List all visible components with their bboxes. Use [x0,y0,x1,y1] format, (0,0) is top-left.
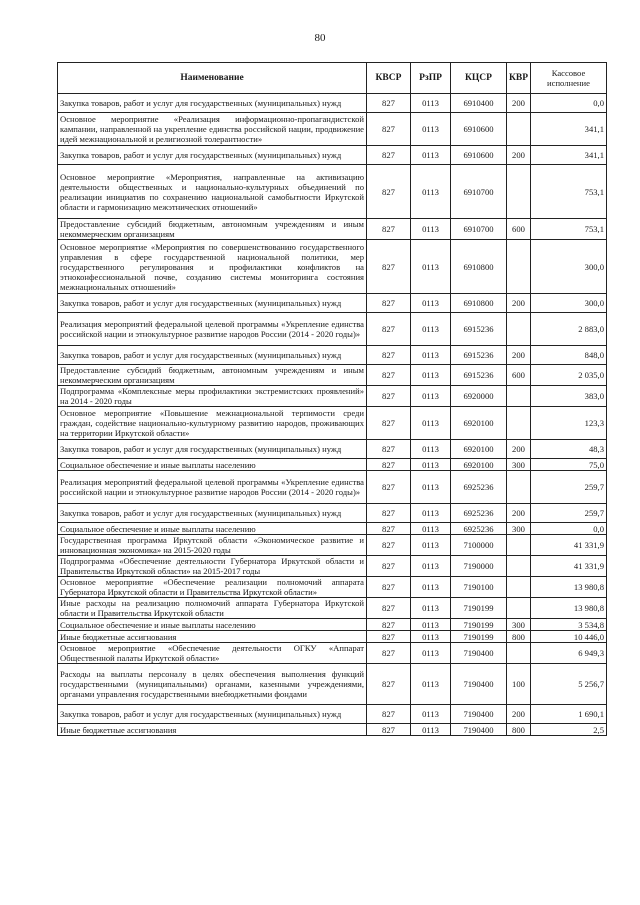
cell-name: Закупка товаров, работ и услуг для государственных (муниципальных) нужд [58,294,367,313]
cell-kvr [507,386,531,407]
cell-rzpr: 0113 [411,523,451,535]
table-row [58,724,607,736]
cell-kvsr: 827 [367,631,411,643]
cell-kvr [507,165,531,219]
header-kvr: КВР [507,63,531,94]
cell-kcsr: 6910600 [451,113,507,146]
cell-rzpr: 0113 [411,365,451,386]
cell-rzpr: 0113 [411,386,451,407]
cell-kvr: 100 [507,664,531,705]
cell-name: Закупка товаров, работ и услуг для государственных (муниципальных) нужд [58,146,367,165]
table-row [58,313,607,346]
cell-rzpr: 0113 [411,294,451,313]
header-name: Наименование [58,63,367,94]
cell-sum: 6 949,3 [531,643,607,664]
budget-table [57,62,607,736]
cell-kvsr: 827 [367,619,411,631]
cell-kvr [507,240,531,294]
cell-sum: 0,0 [531,523,607,535]
table-row [58,577,607,598]
cell-kcsr: 6910400 [451,94,507,113]
cell-sum: 2 883,0 [531,313,607,346]
cell-kvr: 200 [507,294,531,313]
cell-rzpr: 0113 [411,619,451,631]
cell-kvsr: 827 [367,471,411,504]
cell-kvsr: 827 [367,113,411,146]
cell-sum: 3 534,8 [531,619,607,631]
cell-name: Подпрограмма «Обеспечение деятельности Губернатора Иркутской области и Правительства Иркутской области» на 2015-2017 годы [58,556,367,577]
cell-rzpr: 0113 [411,643,451,664]
cell-sum: 300,0 [531,294,607,313]
cell-kvr: 300 [507,523,531,535]
cell-name: Социальное обеспечение и иные выплаты населению [58,619,367,631]
cell-kcsr: 7190400 [451,643,507,664]
cell-sum: 13 980,8 [531,577,607,598]
cell-rzpr: 0113 [411,556,451,577]
cell-name: Иные бюджетные ассигнования [58,724,367,736]
cell-name: Закупка товаров, работ и услуг для государственных (муниципальных) нужд [58,705,367,724]
cell-rzpr: 0113 [411,165,451,219]
cell-name: Основное мероприятие «Повышение межнациональной терпимости среди граждан, содействие национально-культурному развитию народов, проживающих на территории Иркутской области» [58,407,367,440]
cell-name: Социальное обеспечение и иные выплаты населению [58,459,367,471]
cell-sum: 2,5 [531,724,607,736]
cell-rzpr: 0113 [411,113,451,146]
cell-kcsr: 7190400 [451,664,507,705]
cell-kvsr: 827 [367,705,411,724]
cell-rzpr: 0113 [411,577,451,598]
cell-kcsr: 7190000 [451,556,507,577]
table-row [58,386,607,407]
cell-name: Реализация мероприятий федеральной целевой программы «Укрепление единства российской нации и этнокультурное развитие народов России (2014 - 2020 годы)» [58,471,367,504]
cell-sum: 41 331,9 [531,535,607,556]
cell-kcsr: 6910800 [451,294,507,313]
cell-kvr: 200 [507,504,531,523]
table-row [58,146,607,165]
header-sum: Кассовое исполнение [531,63,607,94]
cell-kcsr: 7190199 [451,598,507,619]
table-row [58,113,607,146]
cell-kcsr: 6910600 [451,146,507,165]
cell-name: Предоставление субсидий бюджетным, автономным учреждениям и иным некоммерческим организациям [58,365,367,386]
table-row [58,459,607,471]
cell-rzpr: 0113 [411,94,451,113]
cell-kcsr: 6915236 [451,365,507,386]
cell-kvsr: 827 [367,219,411,240]
cell-sum: 2 035,0 [531,365,607,386]
cell-kcsr: 6910800 [451,240,507,294]
cell-sum: 48,3 [531,440,607,459]
cell-sum: 300,0 [531,240,607,294]
header-kvsr: КВСР [367,63,411,94]
cell-kvsr: 827 [367,598,411,619]
cell-sum: 0,0 [531,94,607,113]
cell-sum: 848,0 [531,346,607,365]
cell-kvr [507,113,531,146]
cell-kvr: 200 [507,346,531,365]
cell-name: Социальное обеспечение и иные выплаты населению [58,523,367,535]
cell-kcsr: 6925236 [451,504,507,523]
cell-kvsr: 827 [367,165,411,219]
cell-name: Иные бюджетные ассигнования [58,631,367,643]
cell-kvsr: 827 [367,556,411,577]
cell-kvr: 200 [507,705,531,724]
cell-kvr [507,643,531,664]
cell-sum: 5 256,7 [531,664,607,705]
cell-name: Государственная программа Иркутской области «Экономическое развитие и инновационная экономика» на 2015-2020 годы [58,535,367,556]
table-body [58,94,607,736]
cell-rzpr: 0113 [411,219,451,240]
cell-kvsr: 827 [367,577,411,598]
cell-sum: 341,1 [531,146,607,165]
cell-kvr: 600 [507,219,531,240]
table-row [58,94,607,113]
cell-sum: 753,1 [531,219,607,240]
table-row [58,346,607,365]
cell-kcsr: 7190400 [451,705,507,724]
cell-rzpr: 0113 [411,598,451,619]
cell-sum: 1 690,1 [531,705,607,724]
cell-name: Основное мероприятие «Мероприятия по совершенствованию государственного управления в сфере государственной национальной политики, мер государственного регулирования и профилактики конфликтов на этноконфессиональной почве, созданию системы мониторинга состояния межнациональных отношений» [58,240,367,294]
cell-name: Закупка товаров, работ и услуг для государственных (муниципальных) нужд [58,504,367,523]
table-row [58,705,607,724]
cell-kvr: 600 [507,365,531,386]
cell-kvsr: 827 [367,294,411,313]
cell-kvr [507,577,531,598]
cell-sum: 383,0 [531,386,607,407]
cell-rzpr: 0113 [411,459,451,471]
cell-rzpr: 0113 [411,631,451,643]
cell-kvsr: 827 [367,313,411,346]
cell-name: Иные расходы на реализацию полномочий аппарата Губернатора Иркутской области и Правительства Иркутской области [58,598,367,619]
table-row [58,504,607,523]
cell-kvsr: 827 [367,386,411,407]
cell-name: Закупка товаров, работ и услуг для государственных (муниципальных) нужд [58,440,367,459]
table-row [58,294,607,313]
cell-rzpr: 0113 [411,724,451,736]
table-row [58,631,607,643]
cell-name: Подпрограмма «Комплексные меры профилактики экстремистских проявлений» на 2014 - 2020 годы [58,386,367,407]
cell-kvsr: 827 [367,440,411,459]
cell-sum: 341,1 [531,113,607,146]
cell-kvsr: 827 [367,94,411,113]
cell-kvr: 200 [507,146,531,165]
cell-kvr [507,598,531,619]
table-row [58,165,607,219]
cell-kcsr: 6915236 [451,313,507,346]
cell-name: Основное мероприятие «Мероприятия, направленные на активизацию деятельности общественных и национально-культурных объединений по реализации инициатив по сохранению национальной самобытности Иркутской области и гармонизацию межэтнических отношений» [58,165,367,219]
cell-rzpr: 0113 [411,440,451,459]
cell-name: Реализация мероприятий федеральной целевой программы «Укрепление единства российской нации и этнокультурное развитие народов России (2014 - 2020 годы)» [58,313,367,346]
cell-sum: 75,0 [531,459,607,471]
cell-kcsr: 7190199 [451,631,507,643]
table-row [58,365,607,386]
cell-rzpr: 0113 [411,346,451,365]
cell-kvsr: 827 [367,643,411,664]
cell-name: Основное мероприятие «Реализация информационно-пропагандистской кампании, направленной на укрепление единства российской нации, продвижение идей межнациональной и религиозной толерантности» [58,113,367,146]
cell-kvr: 300 [507,619,531,631]
cell-kcsr: 6925236 [451,523,507,535]
cell-kvsr: 827 [367,459,411,471]
table-row [58,471,607,504]
cell-kvsr: 827 [367,365,411,386]
cell-kvr [507,556,531,577]
table-row [58,556,607,577]
cell-kcsr: 6920100 [451,459,507,471]
cell-name: Основное мероприятие «Обеспечение деятельности ОГКУ «Аппарат Общественной палаты Иркутской области» [58,643,367,664]
cell-sum: 753,1 [531,165,607,219]
cell-name: Закупка товаров, работ и услуг для государственных (муниципальных) нужд [58,346,367,365]
cell-kvsr: 827 [367,535,411,556]
cell-kvsr: 827 [367,407,411,440]
cell-rzpr: 0113 [411,535,451,556]
cell-kcsr: 7190100 [451,577,507,598]
table-row [58,240,607,294]
cell-sum: 259,7 [531,471,607,504]
table-row [58,535,607,556]
table-row [58,664,607,705]
cell-kcsr: 6920000 [451,386,507,407]
cell-kvsr: 827 [367,240,411,294]
table-header-row [58,63,607,94]
table-row [58,407,607,440]
cell-rzpr: 0113 [411,664,451,705]
cell-name: Предоставление субсидий бюджетным, автономным учреждениям и иным некоммерческим организациям [58,219,367,240]
table-row [58,619,607,631]
cell-name: Закупка товаров, работ и услуг для государственных (муниципальных) нужд [58,94,367,113]
cell-kvsr: 827 [367,504,411,523]
cell-kcsr: 6915236 [451,346,507,365]
header-rzpr: РзПР [411,63,451,94]
cell-kvr: 800 [507,631,531,643]
cell-kcsr: 7190199 [451,619,507,631]
cell-sum: 13 980,8 [531,598,607,619]
cell-rzpr: 0113 [411,471,451,504]
table-row [58,643,607,664]
table-row [58,440,607,459]
cell-rzpr: 0113 [411,504,451,523]
cell-kvsr: 827 [367,724,411,736]
cell-kcsr: 6920100 [451,407,507,440]
cell-kvr: 300 [507,459,531,471]
cell-kvr: 200 [507,440,531,459]
page-number: 80 [314,32,326,44]
cell-kcsr: 6910700 [451,219,507,240]
cell-kvsr: 827 [367,523,411,535]
cell-rzpr: 0113 [411,407,451,440]
cell-kcsr: 6925236 [451,471,507,504]
cell-kvr [507,535,531,556]
cell-rzpr: 0113 [411,240,451,294]
table-row [58,219,607,240]
cell-kvsr: 827 [367,346,411,365]
table-row [58,598,607,619]
cell-kvr [507,313,531,346]
cell-kvr [507,471,531,504]
cell-kvr [507,407,531,440]
cell-kvsr: 827 [367,664,411,705]
header-kcsr: КЦСР [451,63,507,94]
cell-kcsr: 7100000 [451,535,507,556]
cell-kcsr: 6910700 [451,165,507,219]
cell-rzpr: 0113 [411,146,451,165]
cell-kvsr: 827 [367,146,411,165]
cell-kcsr: 7190400 [451,724,507,736]
cell-kvr: 800 [507,724,531,736]
cell-kcsr: 6920100 [451,440,507,459]
cell-name: Расходы на выплаты персоналу в целях обеспечения выполнения функций государственными (муниципальными) органами, казенными учреждениями, органами управления государственными внебюджетными фондами [58,664,367,705]
cell-sum: 259,7 [531,504,607,523]
cell-rzpr: 0113 [411,313,451,346]
table-row [58,523,607,535]
cell-sum: 41 331,9 [531,556,607,577]
cell-name: Основное мероприятие «Обеспечение реализации полномочий аппарата Губернатора Иркутской области и Правительства Иркутской области» [58,577,367,598]
cell-sum: 10 446,0 [531,631,607,643]
cell-rzpr: 0113 [411,705,451,724]
cell-sum: 123,3 [531,407,607,440]
cell-kvr: 200 [507,94,531,113]
